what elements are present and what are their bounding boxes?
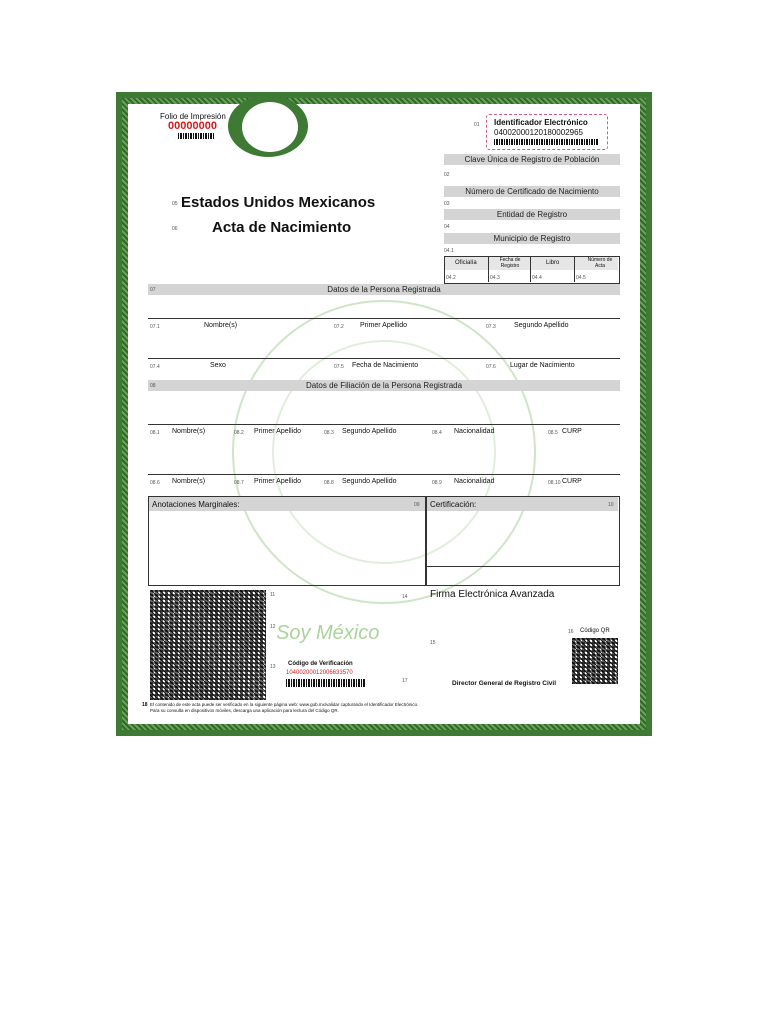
primer-apellido-marker: 07.2 xyxy=(334,324,344,330)
codigo-qr-label: Código QR xyxy=(580,628,610,634)
certificacion-label: Certificación: xyxy=(430,500,477,509)
madre-nacionalidad-marker: 08.9 xyxy=(432,480,442,486)
madre-primer-label: Primer Apellido xyxy=(254,478,302,485)
table-divider-3 xyxy=(574,257,575,282)
folio-barcode xyxy=(178,133,214,139)
footer-note-1: El contenido de este acta puede ser verificado en la siguiente página web: www.gob.mx/validar capturando el Identificador Electrónico. xyxy=(150,702,419,707)
madre-curp-label: CURP xyxy=(562,478,582,485)
madre-segundo-marker: 08.8 xyxy=(324,480,334,486)
footer-marker-18: 18 xyxy=(142,702,148,708)
padre-segundo-label: Segundo Apellido xyxy=(342,428,397,435)
codigo-verificacion-label: Código de Verificación xyxy=(288,661,353,667)
oficialia-marker: 04.2 xyxy=(446,275,456,281)
fecha-registro-header: Fecha de Registro xyxy=(499,257,521,269)
padre-nacionalidad-marker: 08.4 xyxy=(432,430,442,436)
curp-bar: Clave Única de Registro de Población xyxy=(444,154,620,165)
coat-of-arms-center xyxy=(240,100,300,154)
director-label: Director General de Registro Civil xyxy=(452,680,557,687)
sexo-marker: 07.4 xyxy=(150,364,160,370)
certificacion-line xyxy=(426,566,619,567)
padre-primer-label: Primer Apellido xyxy=(254,428,302,435)
sexo-label: Sexo xyxy=(210,362,226,369)
nombres-marker: 07.1 xyxy=(150,324,160,330)
footer-note-2: Para su consulta en dispositivos móviles, descarga una aplicación para lectura del Código QR. xyxy=(150,708,339,713)
codigo-verificacion-value: 10400200012006633570 xyxy=(286,670,353,676)
padre-nombres-label: Nombre(s) xyxy=(172,428,206,435)
footer-marker-13: 13 xyxy=(270,664,276,670)
doc-marker: 06 xyxy=(172,226,178,232)
oficialia-header: Oficialía xyxy=(455,260,477,266)
filiacion-bar: Datos de Filiación de la Persona Registrada xyxy=(148,380,620,391)
libro-marker: 04.4 xyxy=(532,275,542,281)
qr-code-large xyxy=(150,590,266,700)
codigo-verificacion-barcode xyxy=(286,679,366,687)
identificador-title: Identificador Electrónico xyxy=(494,118,588,127)
municipio-bar: Municipio de Registro xyxy=(444,233,620,244)
soy-mexico: Soy México xyxy=(276,622,380,644)
certificacion-marker: 10 xyxy=(608,502,614,508)
footer-marker-17: 17 xyxy=(402,678,408,684)
padre-curp-marker: 08.5 xyxy=(548,430,558,436)
segundo-apellido-marker: 07.3 xyxy=(486,324,496,330)
persona-line-2 xyxy=(148,358,620,359)
anotaciones-marker: 09 xyxy=(414,502,420,508)
madre-nombres-marker: 08.6 xyxy=(150,480,160,486)
filiacion-marker: 08 xyxy=(150,383,156,389)
entidad-marker: 04 xyxy=(444,224,450,230)
certificado-bar: Número de Certificado de Nacimiento xyxy=(444,186,620,197)
nombres-label: Nombre(s) xyxy=(204,322,238,329)
country-marker: 05 xyxy=(172,201,178,207)
fecha-nacimiento-label: Fecha de Nacimiento xyxy=(352,362,419,369)
table-divider-1 xyxy=(488,257,489,282)
padre-primer-marker: 08.2 xyxy=(234,430,244,436)
anotaciones-label: Anotaciones Marginales: xyxy=(152,500,240,509)
madre-curp-marker: 08.10 xyxy=(548,480,561,486)
lugar-nacimiento-marker: 07.6 xyxy=(486,364,496,370)
document-title: Acta de Nacimiento xyxy=(212,219,352,236)
madre-primer-marker: 08.7 xyxy=(234,480,244,486)
folio-number: 00000000 xyxy=(168,120,217,132)
libro-header: Libro xyxy=(546,260,560,266)
padre-curp-label: CURP xyxy=(562,428,582,435)
qr-code-small xyxy=(572,638,618,684)
padre-nacionalidad-label: Nacionalidad xyxy=(454,428,495,435)
persona-marker: 07 xyxy=(150,287,156,293)
table-divider-2 xyxy=(530,257,531,282)
persona-bar: Datos de la Persona Registrada xyxy=(148,284,620,295)
identificador-value: 04002000120180002965 xyxy=(494,128,583,137)
padre-nombres-marker: 08.1 xyxy=(150,430,160,436)
footer-marker-12: 12 xyxy=(270,624,276,630)
municipio-marker: 04.1 xyxy=(444,248,454,254)
footer-marker-16: 16 xyxy=(568,629,574,635)
fecha-nacimiento-marker: 07.5 xyxy=(334,364,344,370)
identificador-marker: 01 xyxy=(474,122,480,128)
numero-acta-header: Número de Acta xyxy=(587,257,613,269)
madre-nombres-label: Nombre(s) xyxy=(172,478,206,485)
footer-marker-11: 11 xyxy=(270,592,276,598)
filiacion-line-1 xyxy=(148,424,620,425)
primer-apellido-label: Primer Apellido xyxy=(360,322,408,329)
folio-label: Folio de Impresión xyxy=(160,112,226,121)
numero-acta-marker: 04.5 xyxy=(576,275,586,281)
madre-segundo-label: Segundo Apellido xyxy=(342,478,397,485)
firma-electronica: Firma Electrónica Avanzada xyxy=(430,589,555,600)
curp-marker: 02 xyxy=(444,172,450,178)
persona-line-1 xyxy=(148,318,620,319)
padre-segundo-marker: 08.3 xyxy=(324,430,334,436)
certificado-marker: 03 xyxy=(444,201,450,207)
fecha-registro-marker: 04.3 xyxy=(490,275,500,281)
identificador-barcode xyxy=(494,139,598,145)
footer-marker-14: 14 xyxy=(402,594,408,600)
filiacion-line-2 xyxy=(148,474,620,475)
entidad-bar: Entidad de Registro xyxy=(444,209,620,220)
lugar-nacimiento-label: Lugar de Nacimiento xyxy=(510,362,575,369)
segundo-apellido-label: Segundo Apellido xyxy=(514,322,569,329)
country-title: Estados Unidos Mexicanos xyxy=(181,194,376,211)
footer-marker-15: 15 xyxy=(430,640,436,646)
madre-nacionalidad-label: Nacionalidad xyxy=(454,478,495,485)
